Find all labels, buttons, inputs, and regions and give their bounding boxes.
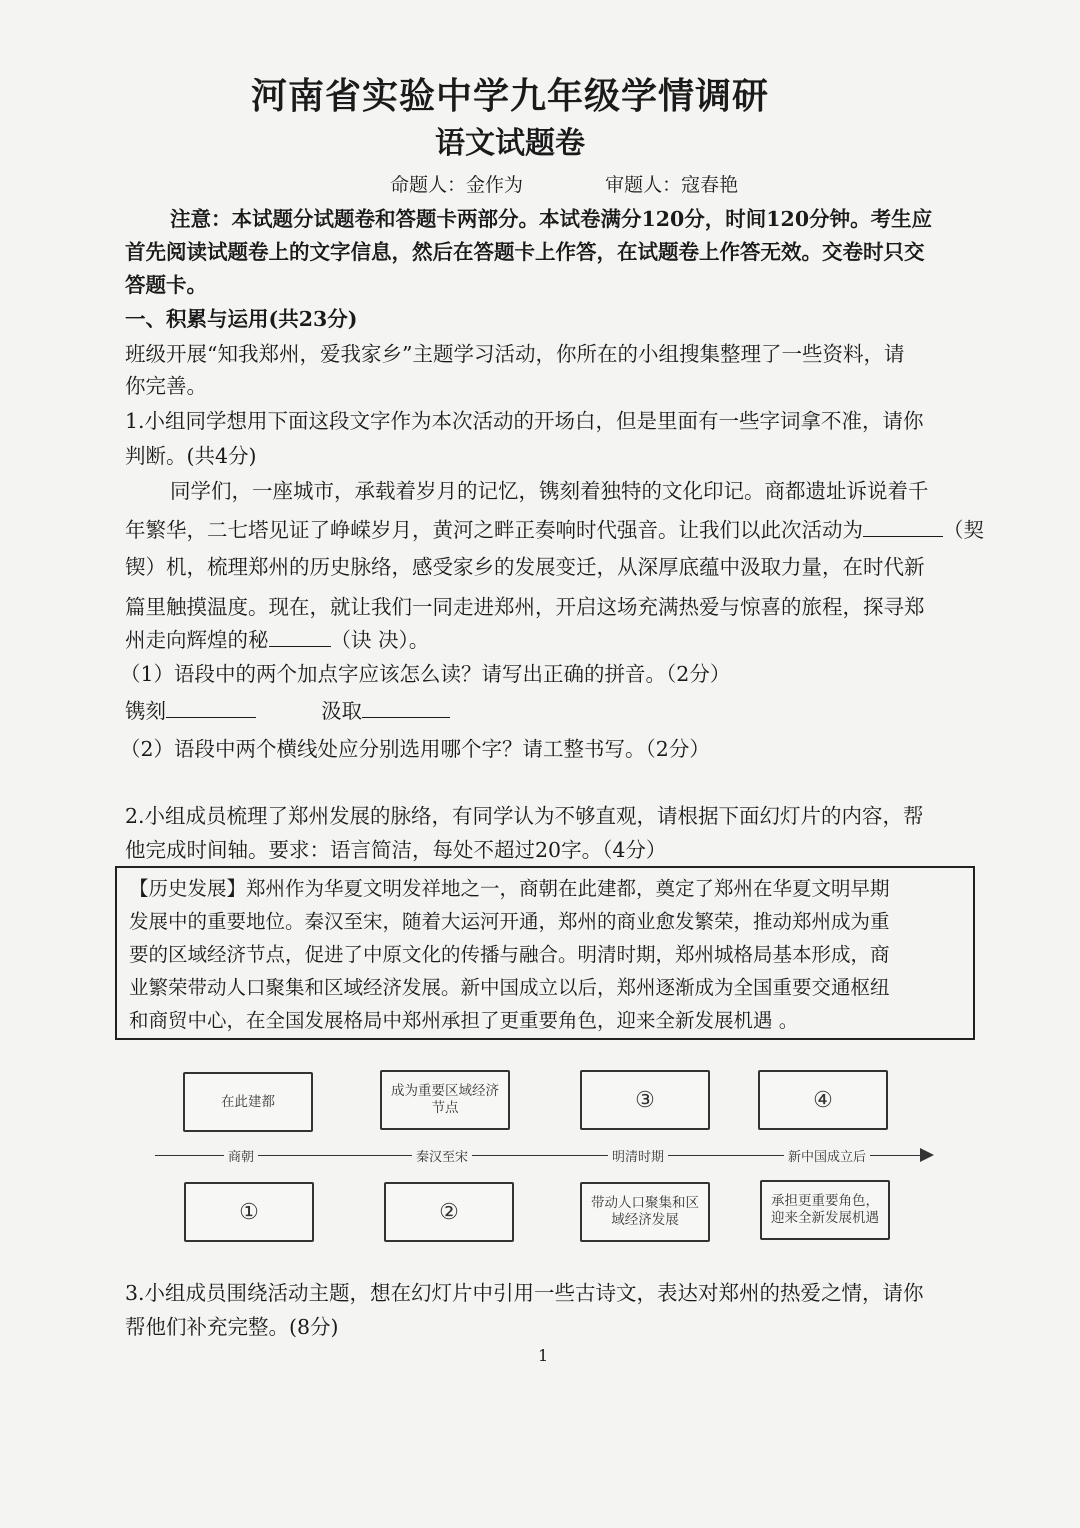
timeline-top-box: 在此建都 [183,1072,313,1132]
timeline-period: 商朝 [224,1146,258,1165]
notice-line-1: 注意：本试题分试题卷和答题卡两部分。本试卷满分120分，时间120分钟。考生应 [170,207,933,231]
timeline-arrow-icon [920,1148,934,1162]
reviewer-name: 审题人：寇春艳 [605,174,739,196]
excerpt-line: 【历史发展】郑州作为华夏文明发祥地之一，商朝在此建都，奠定了郑州在华夏文明早期 [129,877,890,900]
excerpt-line: 要的区域经济节点，促进了中原文化的传播与融合。明清时期，郑州城格局基本形成，商 [129,943,890,966]
excerpt-line: 业繁荣带动人口聚集和区域经济发展。新中国成立以后，郑州逐渐成为全国重要交通枢纽 [129,976,890,999]
exam-title: 河南省实验中学九年级学情调研 [250,75,769,117]
excerpt-line: 和商贸中心，在全国发展格局中郑州承担了更重要角色，迎来全新发展机遇 。 [129,1009,799,1032]
notice-line-3: 答题卡。 [125,273,207,297]
timeline-bottom-box: 带动人口聚集和区域经济发展 [580,1182,710,1242]
pinyin-blank-1[interactable] [166,697,256,718]
blank-2[interactable] [269,626,331,647]
pinyin-answer-row [125,695,450,728]
passage-line-2 [125,514,984,547]
timeline-top-box-blank[interactable]: ③ [580,1070,710,1130]
notice-line-2: 首先阅读试题卷上的文字信息，然后在答题卡上作答，在试题卷上作答无效。交卷时只交 [125,240,925,264]
q1-sub1: （1）语段中的两个加点字应该怎么读？请写出正确的拼音。（2分） [120,662,731,686]
section-intro-1: 班级开展“知我郑州，爱我家乡”主题学习活动，你所在的小组搜集整理了一些资料，请 [125,342,905,366]
page-number: 1 [538,1346,549,1365]
q2-prompt-1: 2.小组成员梳理了郑州发展的脉络，有同学认为不够直观，请根据下面幻灯片的内容，帮 [125,804,924,828]
pinyin-blank-2[interactable] [362,697,450,718]
passage-line-5 [125,624,429,657]
timeline-period: 新中国成立后 [784,1146,870,1165]
passage-line-4: 篇里触摸温度。现在，就让我们一同走进郑州，开启这场充满热爱与惊喜的旅程，探寻郑 [125,595,925,619]
excerpt-line: 发展中的重要地位。秦汉至宋，随着大运河开通，郑州的商业愈发繁荣，推动郑州成为重 [129,910,890,933]
authors-line [390,170,738,197]
timeline-top-box-blank[interactable]: ④ [758,1070,888,1130]
q3-prompt-1: 3.小组成员围绕活动主题，想在幻灯片中引用一些古诗文，表达对郑州的热爱之情，请你 [125,1281,924,1305]
q1-prompt-1: 1.小组同学想用下面这段文字作为本次活动的开场白，但是里面有一些字词拿不准，请你 [125,409,924,433]
timeline-period: 秦汉至宋 [412,1146,472,1165]
passage-line-1: 同学们，一座城市，承载着岁月的记忆，镌刻着独特的文化印记。商都遗址诉说着千 [170,479,929,503]
timeline-bottom-box-blank[interactable]: ② [384,1182,514,1242]
history-excerpt-box [115,866,975,1040]
passage-text: （契 [943,518,984,542]
word-label: 汲取 [321,699,363,723]
timeline-top-box: 成为重要区域经济节点 [380,1070,510,1130]
passage-text: 年繁华，二七塔见证了峥嵘岁月，黄河之畔正奏响时代强音。让我们以此次活动为 [125,518,863,542]
q3-prompt-2: 帮他们补充完整。(8分) [125,1315,339,1339]
passage-text: 州走向辉煌的秘 [125,628,269,652]
section-heading: 一、积累与运用(共23分) [125,307,358,331]
q1-sub2: （2）语段中两个横线处应分别选用哪个字？请工整书写。（2分） [120,737,710,761]
timeline-period: 明清时期 [608,1146,668,1165]
q1-prompt-2: 判断。(共4分) [125,444,257,468]
setter-name: 命题人：金作为 [390,174,524,196]
passage-text: （诀 决）。 [330,628,430,652]
section-intro-2: 你完善。 [125,374,207,398]
q2-prompt-2: 他完成时间轴。要求：语言简洁，每处不超过20字。（4分） [125,838,667,862]
word-label: 镌刻 [125,699,166,723]
passage-line-3: 锲）机，梳理郑州的历史脉络，感受家乡的发展变迁，从深厚底蕴中汲取力量，在时代新 [125,555,925,579]
timeline-bottom-box: 承担更重要角色，迎来全新发展机遇 [760,1180,890,1240]
exam-subtitle: 语文试题卷 [435,126,585,161]
timeline-bottom-box-blank[interactable]: ① [184,1182,314,1242]
blank-1[interactable] [863,516,943,537]
